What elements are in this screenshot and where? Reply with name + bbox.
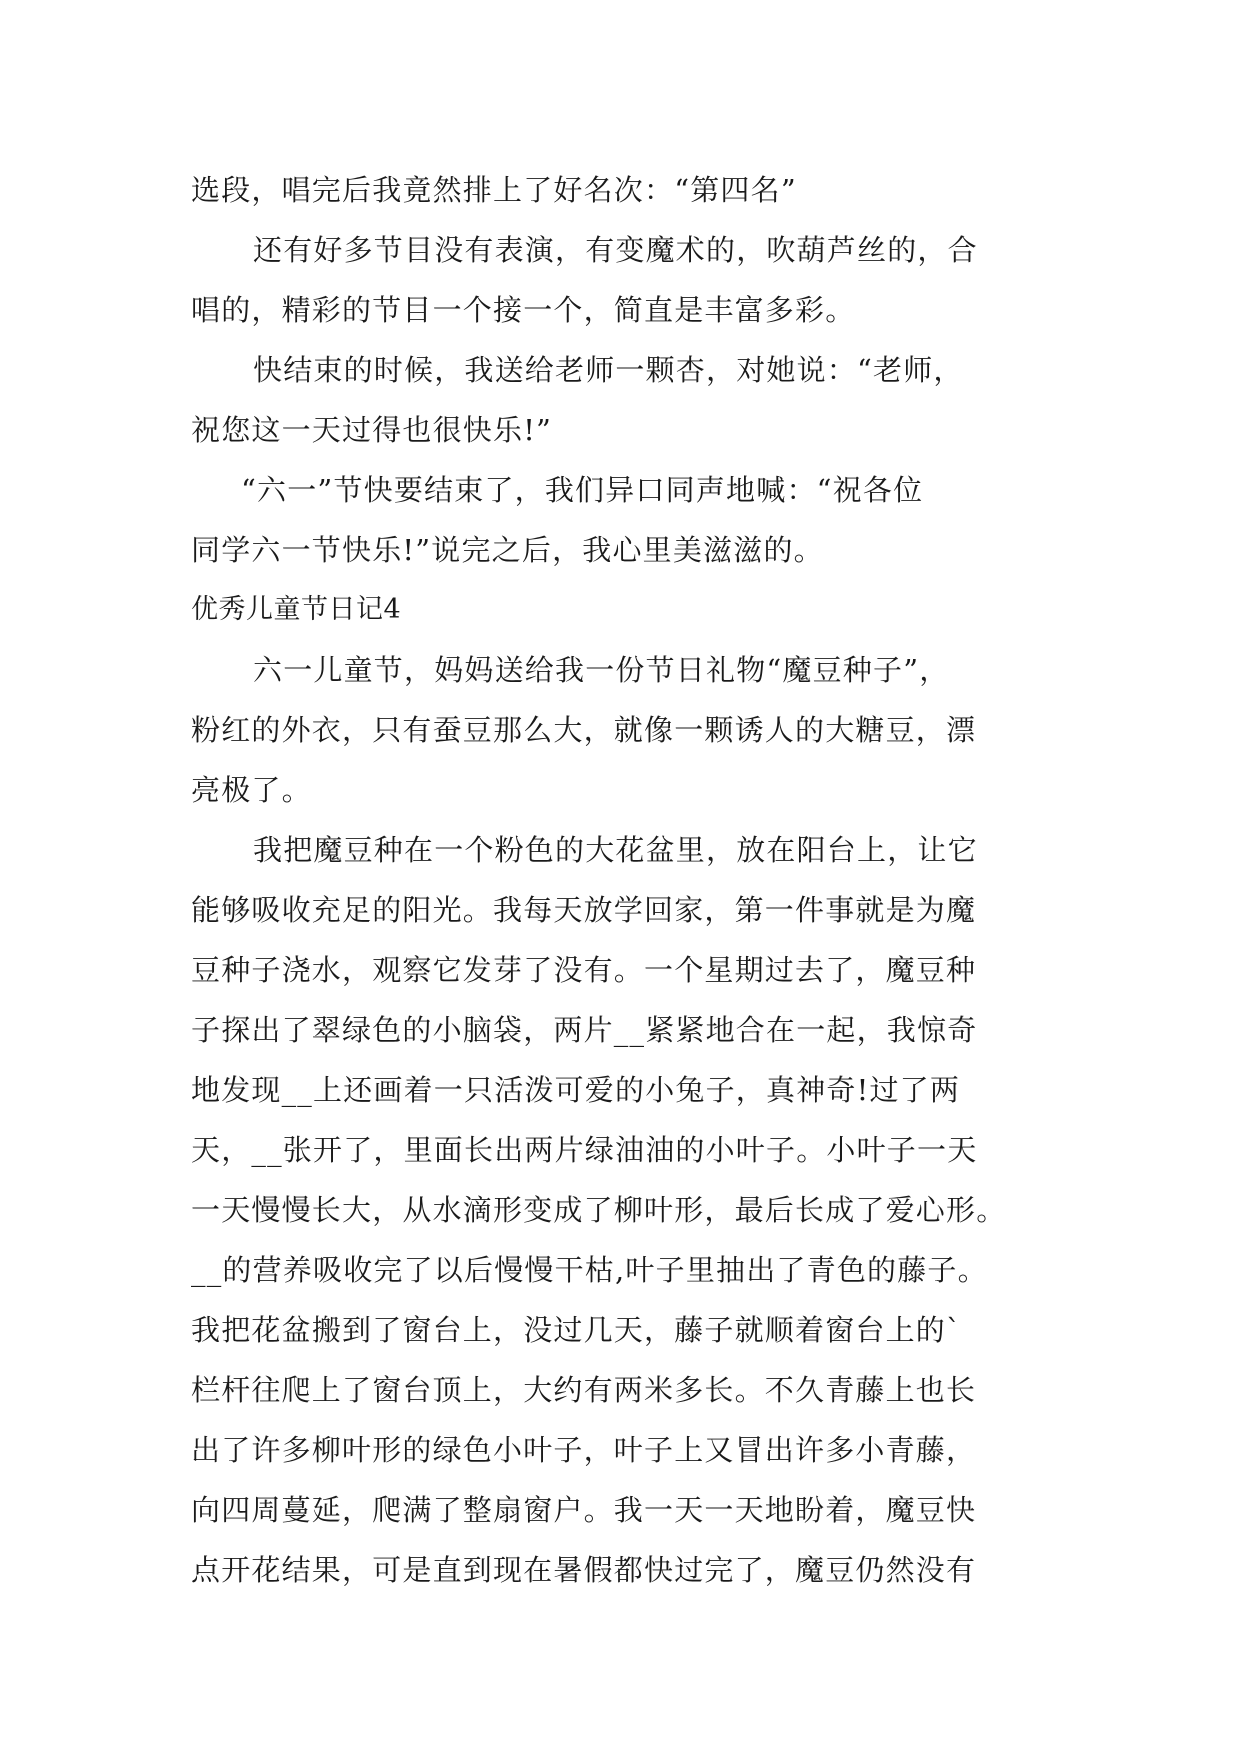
text-line: 天，__张开了，里面长出两片绿油油的小叶子。小叶子一天 <box>191 1133 978 1167</box>
text-line: 地发现__上还画着一只活泼可爱的小兔子，真神奇!过了两 <box>191 1073 961 1107</box>
text-line: 亮极了。 <box>191 773 312 807</box>
text-line: 我把花盆搬到了窗台上，没过几天，藤子就顺着窗台上的` <box>191 1313 962 1347</box>
text-line: __的营养吸收完了以后慢慢干枯,叶子里抽出了青色的藤子。 <box>191 1253 988 1287</box>
text-line: 粉红的外衣，只有蚕豆那么大，就像一颗诱人的大糖豆，漂 <box>191 713 977 747</box>
text-line: 豆种子浇水，观察它发芽了没有。一个星期过去了，魔豆种 <box>191 953 977 987</box>
paragraph-start-line: 六一儿童节，妈妈送给我一份节日礼物“魔豆种子”， <box>253 653 950 687</box>
text-line: 子探出了翠绿色的小脑袋，两片__紧紧地合在一起，我惊奇 <box>191 1013 978 1047</box>
text-line: 一天慢慢长大，从水滴形变成了柳叶形，最后长成了爱心形。 <box>191 1193 1007 1227</box>
paragraph-start-line: 我把魔豆种在一个粉色的大花盆里，放在阳台上，让它 <box>253 833 978 867</box>
section-heading: 优秀儿童节日记4 <box>191 594 402 625</box>
text-line: 祝您这一天过得也很快乐!” <box>191 413 553 447</box>
text-line: 栏杆往爬上了窗台顶上，大约有两米多长。不久青藤上也长 <box>191 1373 977 1407</box>
text-line: 同学六一节快乐!”说完之后，我心里美滋滋的。 <box>191 533 824 567</box>
paragraph-start-line: 还有好多节目没有表演，有变魔术的，吹葫芦丝的，合 <box>253 233 978 267</box>
text-line: 能够吸收充足的阳光。我每天放学回家，第一件事就是为魔 <box>191 893 977 927</box>
document-body <box>191 160 1051 1600</box>
text-line: 出了许多柳叶形的绿色小叶子，叶子上又冒出许多小青藤， <box>191 1433 977 1467</box>
text-line: 点开花结果，可是直到现在暑假都快过完了，魔豆仍然没有 <box>191 1553 977 1587</box>
text-line: 唱的，精彩的节目一个接一个，简直是丰富多彩。 <box>191 293 856 327</box>
text-line: 向四周蔓延，爬满了整扇窗户。我一天一天地盼着，魔豆快 <box>191 1493 977 1527</box>
paragraph-start-line: 快结束的时候，我送给老师一颗杏，对她说：“老师， <box>253 353 964 387</box>
text-line: 选段，唱完后我竟然排上了好名次：“第四名” <box>191 173 797 207</box>
paragraph-start-line: “六一”节快要结束了，我们异口同声地喊：“祝各位 <box>241 473 924 507</box>
